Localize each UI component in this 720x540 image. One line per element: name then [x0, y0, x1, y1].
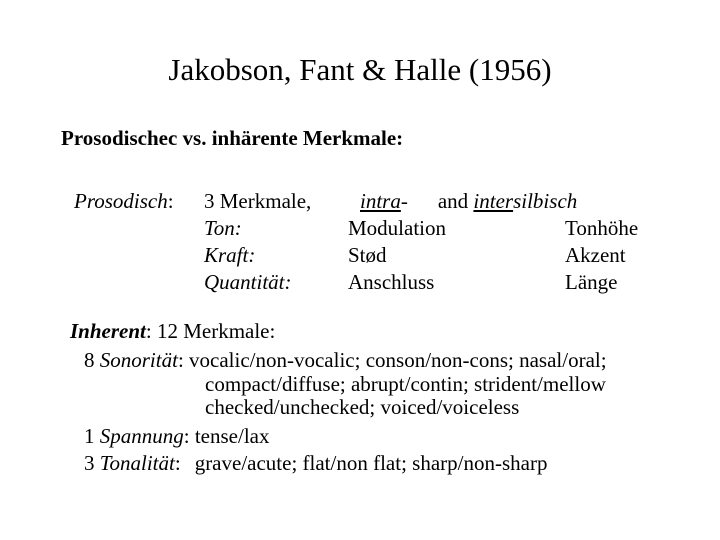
feature-name: Ton	[204, 216, 235, 240]
prosodic-label-text: Prosodisch	[74, 189, 168, 213]
inter-text: inter	[473, 189, 514, 213]
sonoritat-line: 8 Sonorität: vocalic/non-vocalic; conson/non-cons; nasal/oral;	[84, 348, 607, 372]
feature-col2: Modulation	[348, 216, 446, 240]
prosodic-count: 3 Merkmale,	[204, 189, 312, 213]
tonalitat-line: 3 Tonalität: grave/acute; flat/non flat; sharp/non-sharp	[84, 451, 548, 475]
feature-col2: Anschluss	[348, 270, 435, 294]
prosodic-label: Prosodisch:	[74, 189, 174, 213]
intra-text: intra	[360, 189, 401, 213]
sonoritat-label: Sonorität	[99, 348, 178, 372]
sonoritat-line3: checked/unchecked; voiced/voiceless	[205, 395, 520, 419]
feature-col3: Akzent	[565, 243, 626, 267]
feature-row: Quantität:	[204, 270, 292, 294]
feature-name: Kraft	[204, 243, 249, 267]
tonalitat-num: 3	[84, 451, 95, 475]
feature-row: Kraft:	[204, 243, 256, 267]
spannung-value: tense/lax	[194, 424, 270, 448]
sonoritat-num: 8	[84, 348, 95, 372]
inherent-count: 12 Merkmale:	[156, 319, 276, 343]
page-title: Jakobson, Fant & Halle (1956)	[168, 52, 552, 87]
spannung-label: Spannung	[99, 424, 184, 448]
intra-inter-line	[360, 188, 577, 215]
sonoritat-line2: compact/diffuse; abrupt/contin; strident/mellow	[205, 372, 606, 396]
feature-col3: Tonhöhe	[565, 216, 639, 240]
section-subtitle: Prosodischec vs. inhärente Merkmale:	[61, 126, 404, 150]
intra-dash: -	[400, 189, 408, 213]
inherent-label: Inherent	[70, 319, 146, 343]
tonalitat-value: grave/acute; flat/non flat; sharp/non-sharp	[194, 451, 548, 475]
feature-col2: Stød	[348, 243, 387, 267]
feature-col3: Länge	[565, 270, 618, 294]
silbisch-text: silbisch	[513, 189, 578, 213]
feature-row: Ton:	[204, 216, 242, 240]
feature-name: Quantität	[204, 270, 285, 294]
and-text: and	[437, 189, 469, 213]
tonalitat-label: Tonalität	[99, 451, 175, 475]
spannung-line: 1 Spannung: tense/lax	[84, 424, 270, 448]
inherent-heading: Inherent: 12 Merkmale:	[70, 319, 276, 343]
sonoritat-line1: vocalic/non-vocalic; conson/non-cons; nasal/oral;	[189, 348, 607, 372]
spannung-num: 1	[84, 424, 95, 448]
